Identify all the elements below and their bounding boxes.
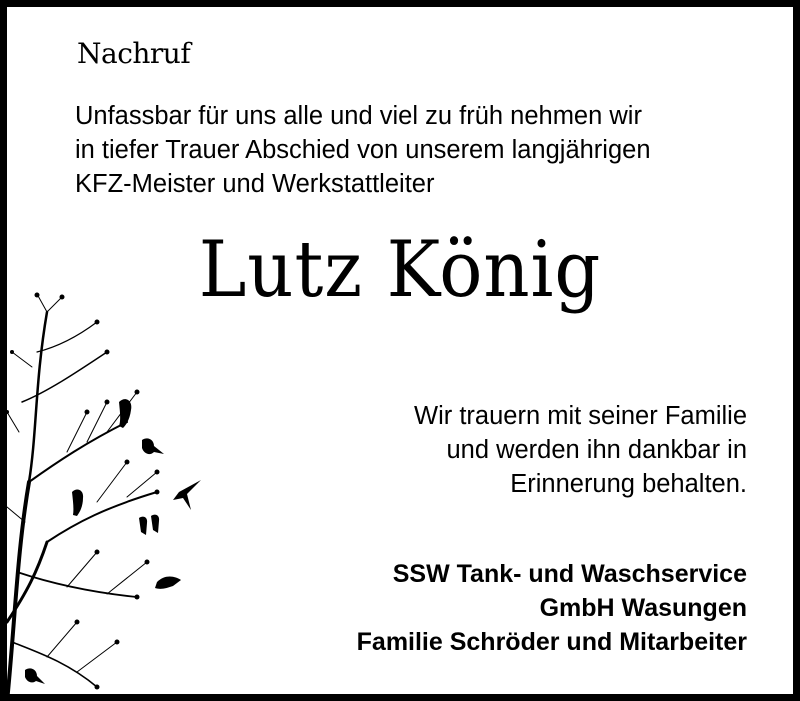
signoff-block — [187, 557, 747, 659]
tribute-line: und werden ihn dankbar in — [446, 436, 747, 464]
intro-text — [75, 99, 775, 201]
tribute-line: Erinnerung behalten. — [510, 470, 747, 498]
tribute-text — [247, 399, 747, 501]
intro-line: Unfassbar für uns alle und viel zu früh nehmen wir — [75, 102, 642, 130]
intro-line: in tiefer Trauer Abschied von unserem langjährigen — [75, 136, 651, 164]
intro-line: KFZ-Meister und Werkstattleiter — [75, 170, 435, 198]
notice-heading: Nachruf — [77, 37, 191, 70]
signoff-line: GmbH Wasungen — [539, 594, 747, 622]
signoff-line: SSW Tank- und Waschservice — [392, 560, 747, 588]
signoff-line: Familie Schröder und Mitarbeiter — [356, 628, 747, 656]
deceased-name: Lutz König — [198, 225, 602, 315]
tribute-line: Wir trauern mit seiner Familie — [414, 402, 747, 430]
